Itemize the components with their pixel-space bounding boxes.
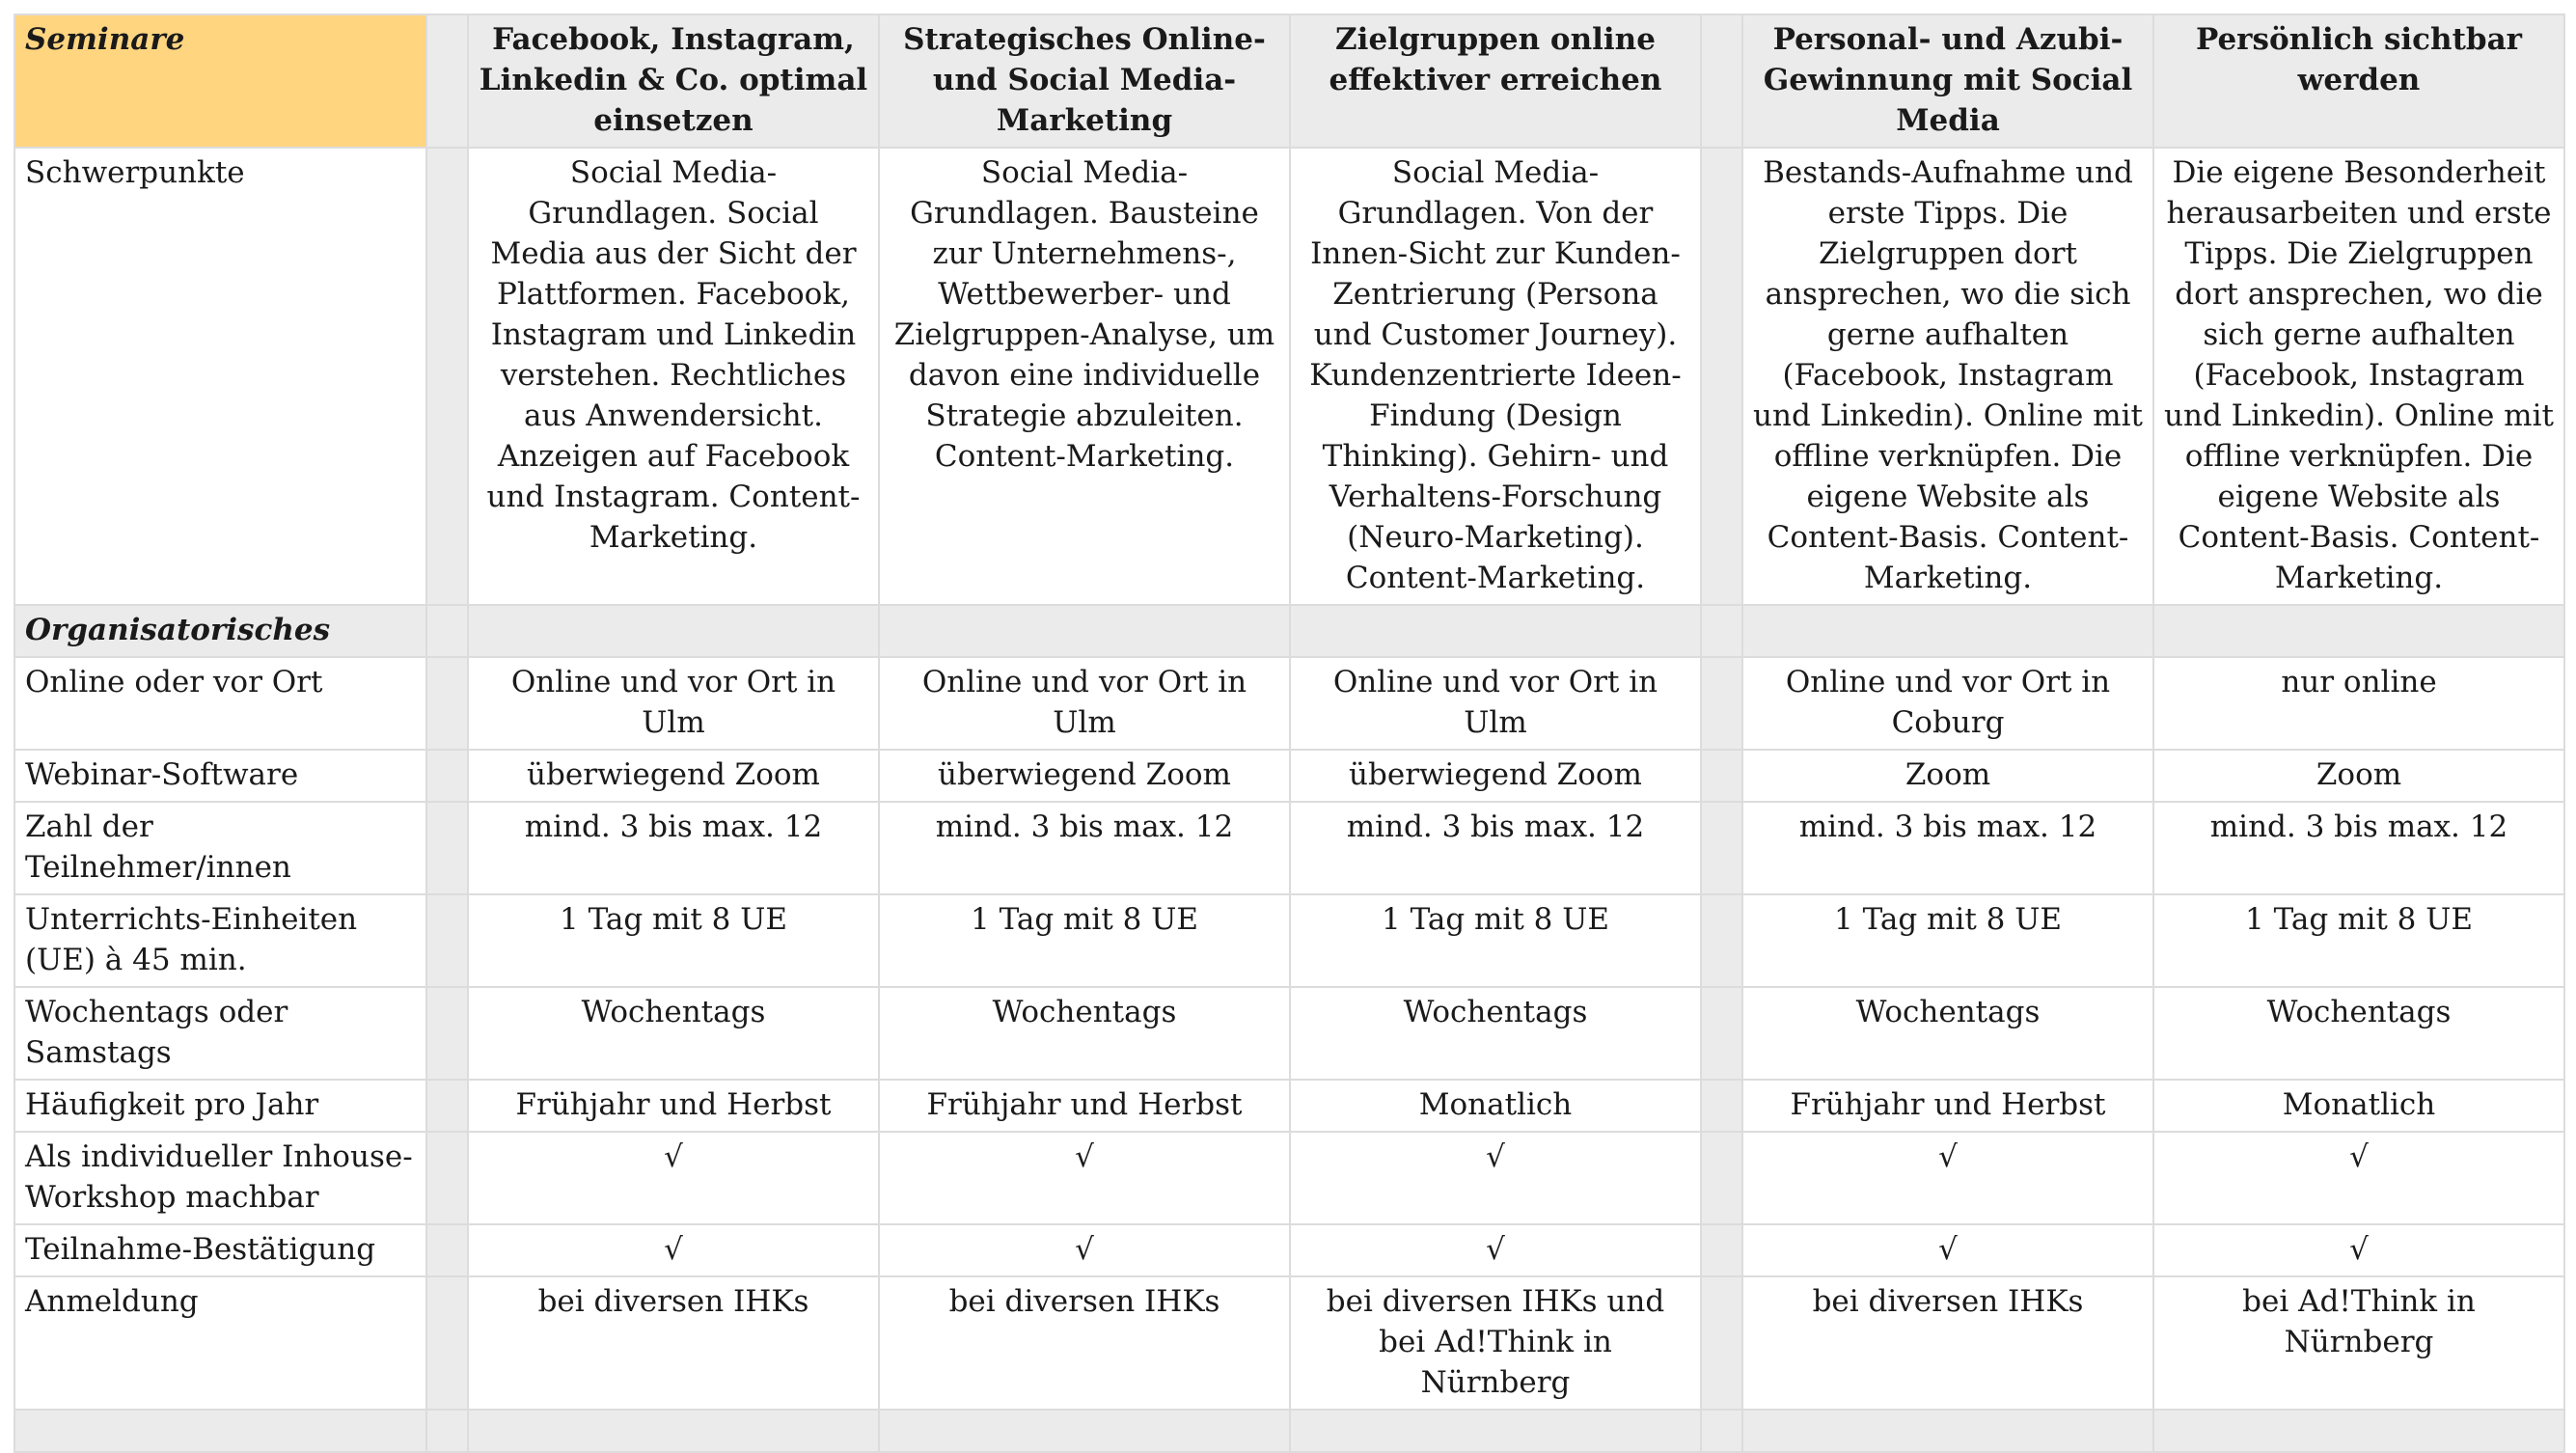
- table-row: [14, 1224, 2564, 1276]
- row-label: Zahl der Teilnehmer/innen: [14, 802, 426, 894]
- row-label: Teilnahme-Bestätigung: [14, 1224, 426, 1276]
- check-mark: √: [879, 1132, 1290, 1224]
- check-mark: √: [1742, 1132, 2153, 1224]
- table-cell: Frühjahr und Herbst: [879, 1080, 1290, 1132]
- row-label: Anmeldung: [14, 1276, 426, 1410]
- table-cell: bei diversen IHKs: [1742, 1276, 2153, 1410]
- table-cell: Wochentags: [468, 987, 879, 1080]
- spacer-cell: [426, 148, 468, 605]
- table-cell: Zoom: [2153, 750, 2564, 802]
- row-label: Online oder vor Ort: [14, 657, 426, 750]
- spacer-cell: [1701, 14, 1742, 148]
- table-cell: mind. 3 bis max. 12: [879, 802, 1290, 894]
- column-header: Facebook, Instagram, Linkedin & Co. optimal einsetzen: [468, 14, 879, 148]
- schwerpunkte-row: [14, 148, 2564, 605]
- table-cell: Social Media-Grundlagen. Bausteine zur Unternehmens-, Wettbewerber- und Zielgruppen-Analyse, um davon eine individuelle Strategie abzuleiten. Content-Marketing.: [879, 148, 1290, 605]
- table-cell: Online und vor Ort in Coburg: [1742, 657, 2153, 750]
- section-label: Organisatorisches: [14, 605, 426, 657]
- table-row: [14, 1080, 2564, 1132]
- column-header: Persönlich sichtbar werden: [2153, 14, 2564, 148]
- table-row: [14, 894, 2564, 987]
- table-row: [14, 987, 2564, 1080]
- table-cell: Online und vor Ort in Ulm: [879, 657, 1290, 750]
- check-mark: √: [1290, 1224, 1701, 1276]
- table-cell: Wochentags: [1742, 987, 2153, 1080]
- check-mark: √: [879, 1224, 1290, 1276]
- table-cell: mind. 3 bis max. 12: [2153, 802, 2564, 894]
- column-header: Zielgruppen online effektiver erreichen: [1290, 14, 1701, 148]
- table-cell: Wochentags: [879, 987, 1290, 1080]
- table-cell: Frühjahr und Herbst: [1742, 1080, 2153, 1132]
- check-mark: √: [468, 1132, 879, 1224]
- table-cell: Monatlich: [1290, 1080, 1701, 1132]
- table-row: [14, 1132, 2564, 1224]
- table-cell: Wochentags: [2153, 987, 2564, 1080]
- table-cell: Wochentags: [1290, 987, 1701, 1080]
- check-mark: √: [468, 1224, 879, 1276]
- row-label: Als individueller Inhouse-Workshop machbar: [14, 1132, 426, 1224]
- row-label: Wochentags oder Samstags: [14, 987, 426, 1080]
- column-header: Personal- und Azubi-Gewinnung mit Social Media: [1742, 14, 2153, 148]
- table-row: [14, 802, 2564, 894]
- table-cell: bei diversen IHKs: [879, 1276, 1290, 1410]
- seminare-label: Seminare: [14, 14, 426, 148]
- table-cell: 1 Tag mit 8 UE: [468, 894, 879, 987]
- table-cell: bei diversen IHKs: [468, 1276, 879, 1410]
- check-mark: √: [2153, 1132, 2564, 1224]
- table-cell: Bestands-Aufnahme und erste Tipps. Die Zielgruppen dort ansprechen, wo die sich gerne aufhalten (Facebook, Instagram und Linkedin). Online mit offline verknüpfen. Die eigene Website als Content-Basis. Content-Marketing.: [1742, 148, 2153, 605]
- table-cell: 1 Tag mit 8 UE: [1290, 894, 1701, 987]
- table-cell: bei diversen IHKs und bei Ad!Think in Nürnberg: [1290, 1276, 1701, 1410]
- seminar-comparison-table: [14, 14, 2565, 1453]
- table-cell: Frühjahr und Herbst: [468, 1080, 879, 1132]
- table-cell: überwiegend Zoom: [468, 750, 879, 802]
- row-label: Webinar-Software: [14, 750, 426, 802]
- table-cell: Zoom: [1742, 750, 2153, 802]
- table-cell: mind. 3 bis max. 12: [1290, 802, 1701, 894]
- check-mark: √: [1742, 1224, 2153, 1276]
- section-row: [14, 605, 2564, 657]
- spacer-cell: [1701, 148, 1742, 605]
- table-cell: Social Media-Grundlagen. Von der Innen-Sicht zur Kunden-Zentrierung (Persona und Customer Journey). Kundenzentrierte Ideen-Findung (Design Thinking). Gehirn- und Verhaltens-Forschung (Neuro-Marketing). Content-Marketing.: [1290, 148, 1701, 605]
- check-mark: √: [1290, 1132, 1701, 1224]
- table-cell: überwiegend Zoom: [879, 750, 1290, 802]
- table-cell: Monatlich: [2153, 1080, 2564, 1132]
- table-row: [14, 1276, 2564, 1410]
- check-mark: √: [2153, 1224, 2564, 1276]
- table-cell: mind. 3 bis max. 12: [1742, 802, 2153, 894]
- footer-row: [14, 1410, 2564, 1452]
- row-label: Unterrichts-Einheiten (UE) à 45 min.: [14, 894, 426, 987]
- table-cell: Die eigene Besonderheit herausarbeiten und erste Tipps. Die Zielgruppen dort ansprechen, wo die sich gerne aufhalten (Facebook, Instagram und Linkedin). Online mit offline verknüpfen. Die eigene Website als Content-Basis. Content-Marketing.: [2153, 148, 2564, 605]
- table-cell: 1 Tag mit 8 UE: [879, 894, 1290, 987]
- row-label: Häufigkeit pro Jahr: [14, 1080, 426, 1132]
- table-cell: 1 Tag mit 8 UE: [1742, 894, 2153, 987]
- column-header: Strategisches Online- und Social Media-Marketing: [879, 14, 1290, 148]
- table-cell: Online und vor Ort in Ulm: [468, 657, 879, 750]
- table-cell: überwiegend Zoom: [1290, 750, 1701, 802]
- table-cell: nur online: [2153, 657, 2564, 750]
- table-cell: bei Ad!Think in Nürnberg: [2153, 1276, 2564, 1410]
- header-row: [14, 14, 2564, 148]
- spacer-cell: [426, 14, 468, 148]
- table-row: [14, 750, 2564, 802]
- table-cell: Online und vor Ort in Ulm: [1290, 657, 1701, 750]
- row-label: Schwerpunkte: [14, 148, 426, 605]
- table-cell: 1 Tag mit 8 UE: [2153, 894, 2564, 987]
- table-cell: mind. 3 bis max. 12: [468, 802, 879, 894]
- table-row: [14, 657, 2564, 750]
- table-cell: Social Media-Grundlagen. Social Media aus der Sicht der Plattformen. Facebook, Instagram und Linkedin verstehen. Rechtliches aus Anwendersicht. Anzeigen auf Facebook und Instagram. Content-Marketing.: [468, 148, 879, 605]
